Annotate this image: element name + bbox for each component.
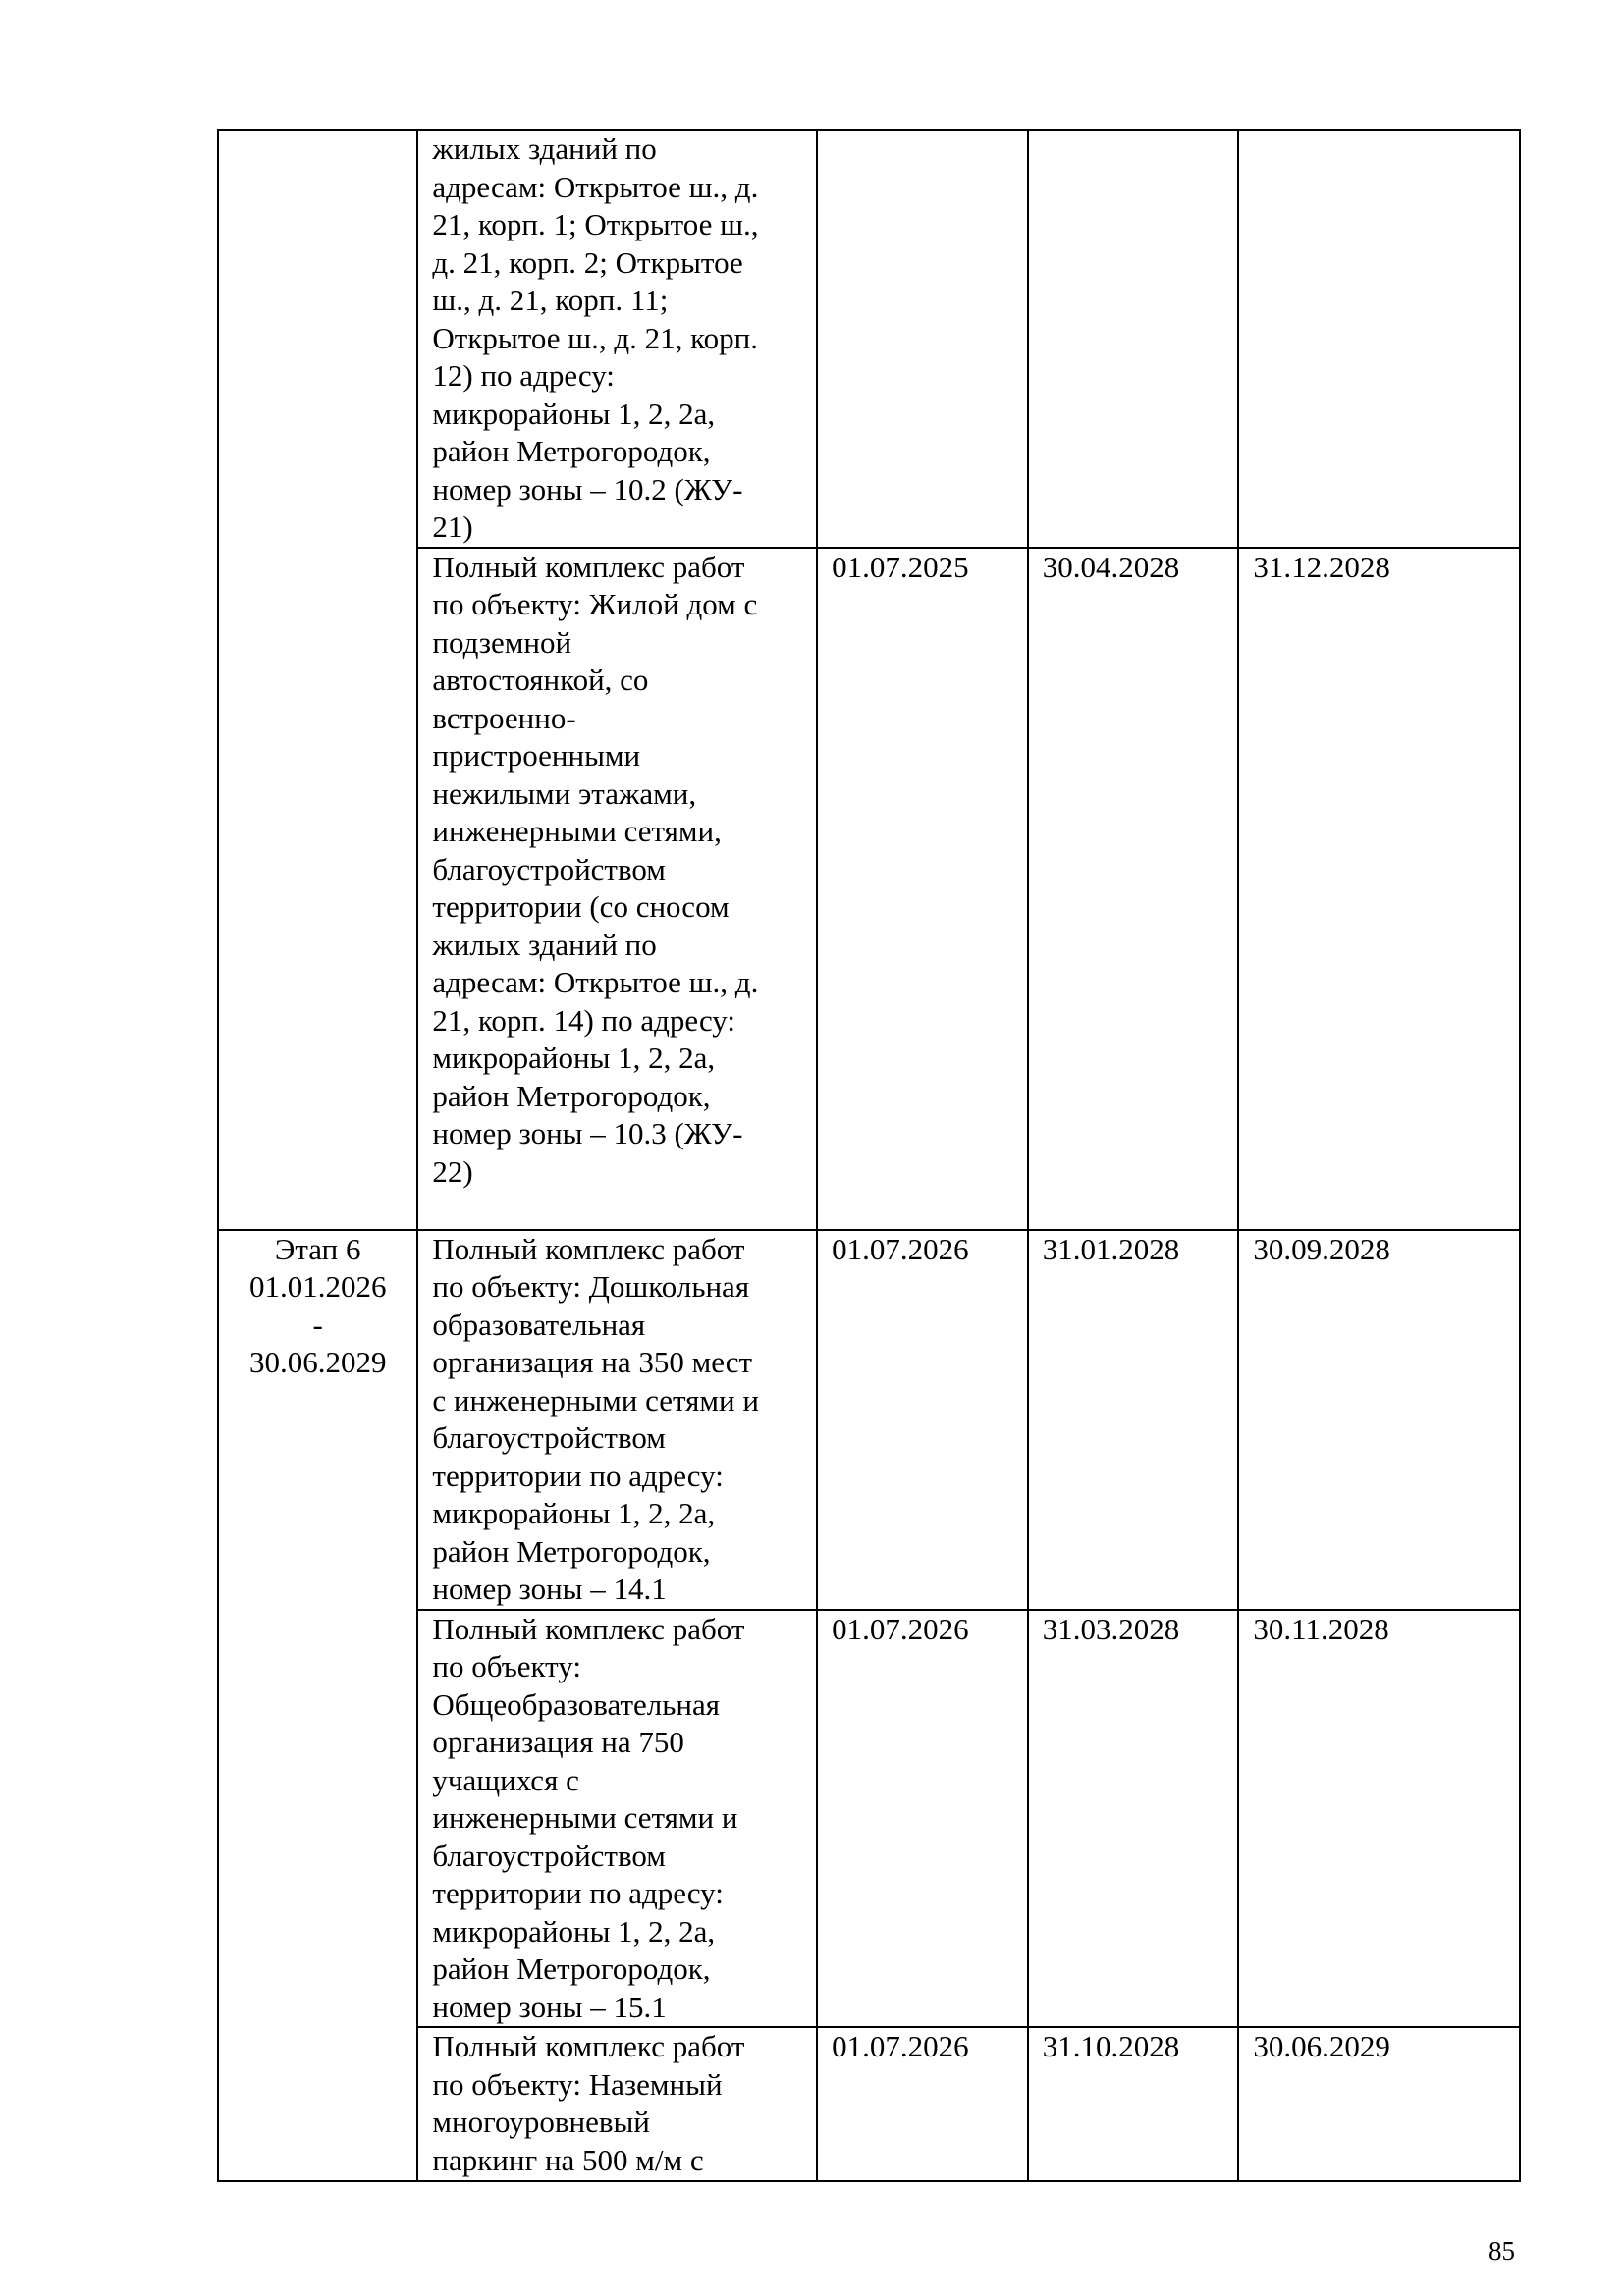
page-number: 85 (1489, 2236, 1515, 2266)
construction-end-date (1028, 130, 1239, 548)
construction-end-date: 30.04.2028 (1028, 548, 1239, 1230)
object-description: жилых зданий по адресам: Открытое ш., д. 21, корп. 1; Открытое ш., д. 21, корп. 2; Открытое ш., д. 21, корп. 11; Открытое ш., д. 21, корп. 12) по адресу: микрорайоны 1, 2, 2а, район Метрогородок, номер зоны – 10.2 (ЖУ- 21) (417, 130, 817, 548)
table-row (218, 130, 1520, 548)
start-date: 01.07.2026 (817, 2027, 1028, 2181)
construction-end-date: 31.01.2028 (1028, 1230, 1239, 1610)
schedule-table (217, 129, 1521, 2182)
start-date: 01.07.2026 (817, 1610, 1028, 2028)
stage-start-date: 01.01.2026 (248, 1269, 387, 1304)
stage-cell (218, 1230, 417, 2182)
stage-dash: - (312, 1307, 323, 1342)
object-description: Полный комплекс работ по объекту: Жилой дом с подземной автостоянкой, со встроенно- пристроенными нежилыми этажами, инженерными сетями, благоустройством территории (со сносом жилых зданий по адресам: Открытое ш., д. 21, корп. 14) по адресу: микрорайоны 1, 2, 2а, район Метрогородок, номер зоны – 10.3 (ЖУ- 22) (417, 548, 817, 1230)
object-description: Полный комплекс работ по объекту: Дошкольная образовательная организация на 350 мест с инженерными сетями и благоустройством территории по адресу: микрорайоны 1, 2, 2а, район Метрогородок, номер зоны – 14.1 (417, 1230, 817, 1610)
table-row (218, 1230, 1520, 1610)
commissioning-date (1238, 130, 1520, 548)
stage-label: Этап 6 (274, 1231, 361, 1266)
construction-end-date: 31.03.2028 (1028, 1610, 1239, 2028)
start-date: 01.07.2025 (817, 548, 1028, 1230)
construction-end-date: 31.10.2028 (1028, 2027, 1239, 2181)
start-date: 01.07.2026 (817, 1230, 1028, 1610)
commissioning-date: 30.09.2028 (1238, 1230, 1520, 1610)
stage-end-date: 30.06.2029 (248, 1345, 387, 1379)
stage-cell-empty (218, 130, 417, 1230)
commissioning-date: 31.12.2028 (1238, 548, 1520, 1230)
start-date (817, 130, 1028, 548)
object-description: Полный комплекс работ по объекту: Общеобразовательная организация на 750 учащихся с инженерными сетями и благоустройством территории по адресу: микрорайоны 1, 2, 2а, район Метрогородок, номер зоны – 15.1 (417, 1610, 817, 2028)
object-description: Полный комплекс работ по объекту: Наземный многоуровневый паркинг на 500 м/м с (417, 2027, 817, 2181)
commissioning-date: 30.06.2029 (1238, 2027, 1520, 2181)
commissioning-date: 30.11.2028 (1238, 1610, 1520, 2028)
